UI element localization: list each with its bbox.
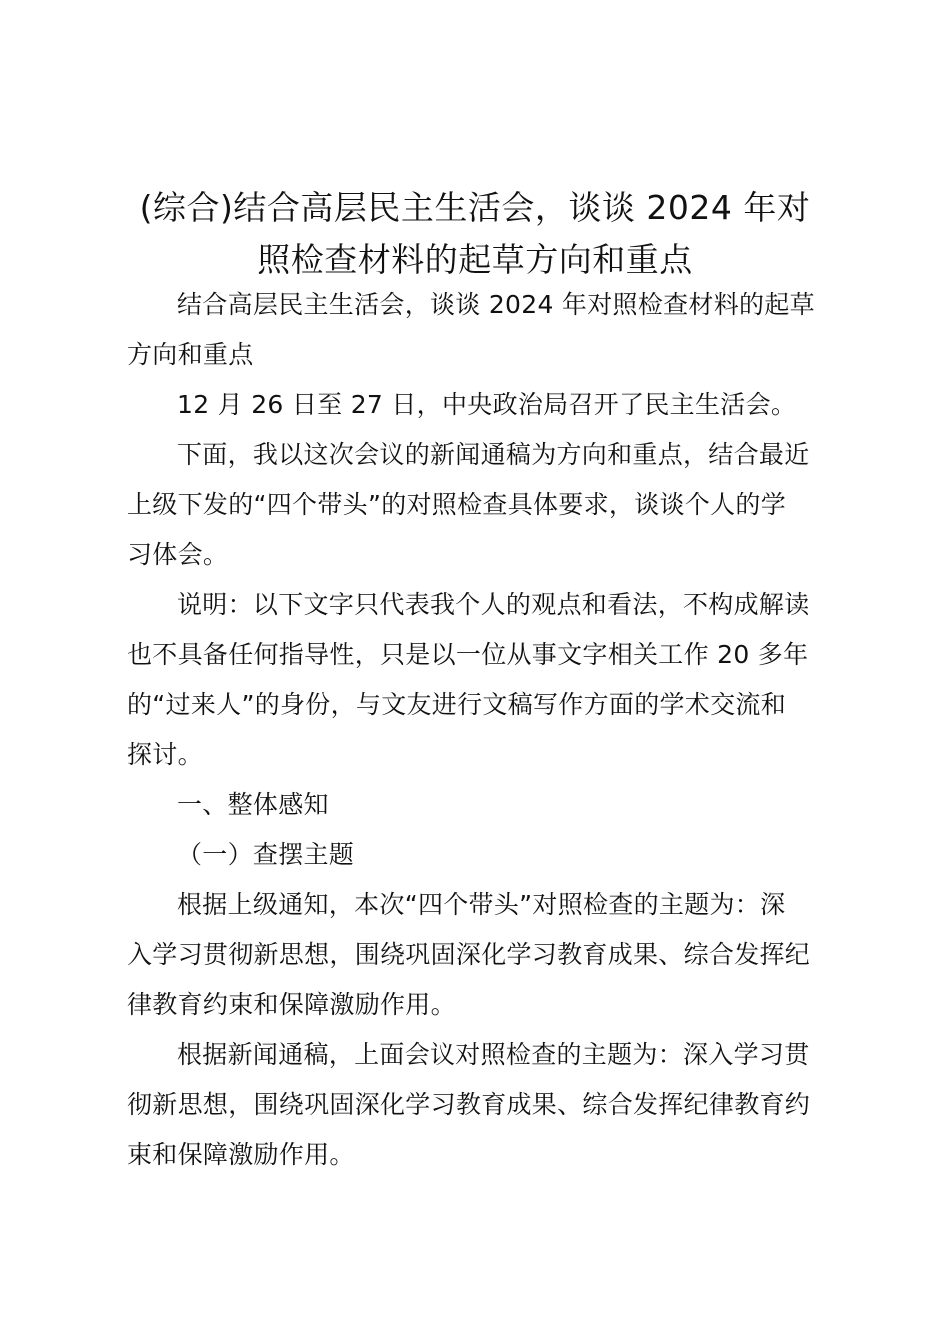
paragraph-meeting-date [127, 380, 833, 430]
text-line: 入学习贯彻新思想，围绕巩固深化学习教育成果、综合发挥纪 [127, 940, 811, 969]
document-title [100, 182, 850, 286]
paragraph-intro [127, 430, 833, 580]
text-line: 彻新思想，围绕巩固深化学习教育成果、综合发挥纪律教育约 [127, 1090, 811, 1119]
text-line: 束和保障激励作用。 [127, 1140, 355, 1169]
title-line-1: (综合)结合高层民主生活会，谈谈 2024 年对 [139, 188, 811, 227]
document-body [127, 280, 833, 1180]
paragraph-news-theme [127, 1030, 833, 1180]
text-line: 根据上级通知，本次“四个带头”对照检查的主题为：深 [177, 890, 786, 919]
section-heading [127, 780, 833, 830]
text-line: 方向和重点 [127, 340, 254, 369]
title-line-2: 照检查材料的起草方向和重点 [257, 240, 693, 279]
text-line: 探讨。 [127, 740, 203, 769]
text-line: 结合高层民主生活会，谈谈 2024 年对照检查材料的起草 [177, 290, 815, 319]
text-line: 上级下发的“四个带头”的对照检查具体要求，谈谈个人的学 [127, 490, 787, 519]
text-line: 律教育约束和保障激励作用。 [127, 990, 456, 1019]
text-line: 根据新闻通稿，上面会议对照检查的主题为：深入学习贯 [177, 1040, 810, 1069]
paragraph-subtitle [127, 280, 833, 380]
text-line: （一）查摆主题 [177, 840, 355, 869]
text-line: 12 月 26 日至 27 日，中央政治局召开了民主生活会。 [177, 390, 797, 419]
paragraph-notice-theme [127, 880, 833, 1030]
text-line: 下面，我以这次会议的新闻通稿为方向和重点，结合最近 [177, 440, 810, 469]
paragraph-disclaimer [127, 580, 833, 780]
text-line: 的“过来人”的身份，与文友进行文稿写作方面的学术交流和 [127, 690, 787, 719]
subsection-heading [127, 830, 833, 880]
text-line: 也不具备任何指导性，只是以一位从事文字相关工作 20 多年 [127, 640, 809, 669]
text-line: 说明：以下文字只代表我个人的观点和看法，不构成解读 [177, 590, 810, 619]
text-line: 习体会。 [127, 540, 229, 569]
text-line: 一、整体感知 [177, 790, 329, 819]
